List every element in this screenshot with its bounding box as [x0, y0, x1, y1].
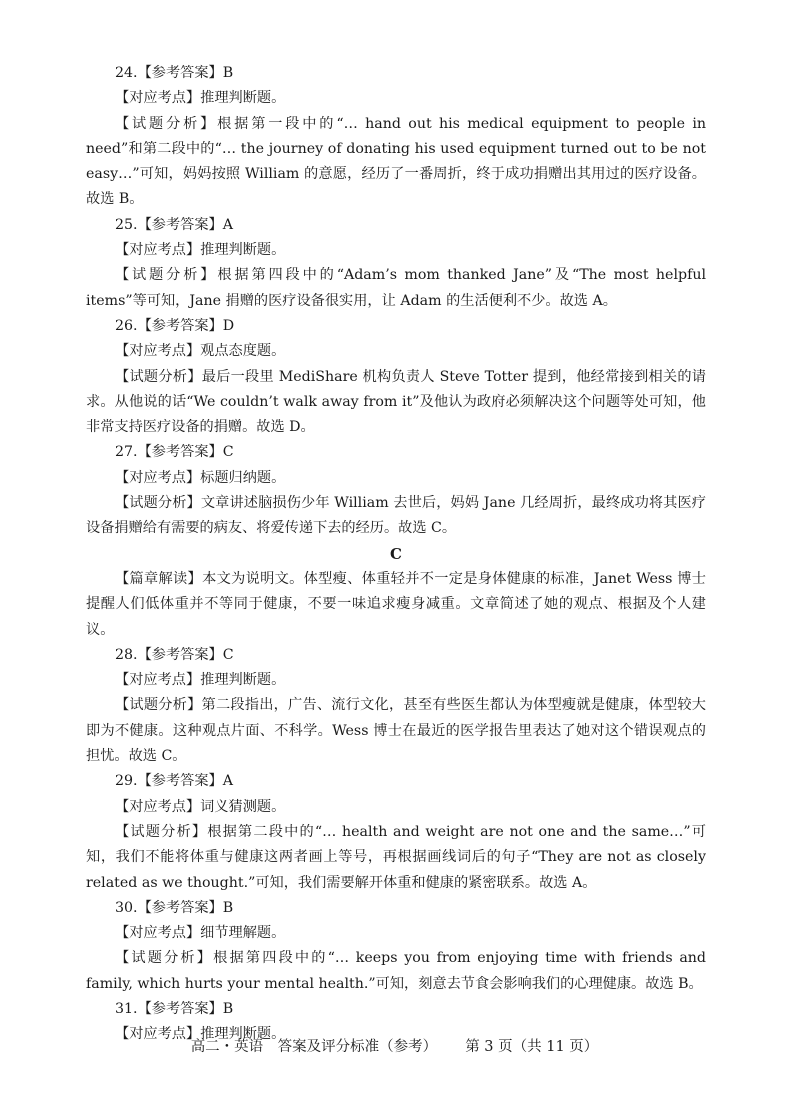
point-26: 【对应考点】观点态度题。 [115, 343, 286, 360]
answer-25: 25.【参考答案】A [115, 216, 233, 233]
analysis-24: 【试题分析】根据第一段中的“… hand out his medical equipment to people in need”和第二段中的“… the journey of donating his used equipment turned out to be not easy…”可知，妈妈按照 William 的意愿，经历了一番周折，终于成功捐赠出其用过的医疗设备。故选 B。 [86, 115, 706, 208]
page-content [86, 61, 706, 1048]
answer-24: 24.【参考答案】B [115, 65, 234, 81]
analysis-29: 【试题分析】根据第二段中的“… health and weight are not one and the same…”可知，我们不能将体重与健康这两者画上等号，再根据画线词后的句子“They are not as closely related as we thought.”可知，我们需要解开体重和健康的紧密联系。故选 A。 [86, 823, 706, 891]
analysis-25: 【试题分析】根据第四段中的“Adam’s mom thanked Jane”及“The most helpful items”等可知，Jane 捐赠的医疗设备很实用，让 Adam 的生活便利不少。故选 A。 [86, 267, 706, 309]
answer-27: 27.【参考答案】C [115, 444, 234, 461]
analysis-28: 【试题分析】第二段指出，广告、流行文化，甚至有些医生都认为体型瘦就是健康，体型较大即为不健康。这种观点片面、不科学。Wess 博士在最近的医学报告里表达了她对这个错误观点的担忧。故选 C。 [86, 697, 706, 765]
analysis-26: 【试题分析】最后一段里 MediShare 机构负责人 Steve Totter 提到，他经常接到相关的请求。从他说的话“We couldn’t walk away from it”及他认为政府必须解决这个问题等处可知，他非常支持医疗设备的捐赠。故选 D。 [86, 368, 706, 436]
answer-26: 26.【参考答案】D [115, 317, 235, 334]
analysis-30: 【试题分析】根据第四段中的“… keeps you from enjoying time with friends and family, which hurts your mental health.”可知，刻意去节食会影响我们的心理健康。故选 B。 [86, 950, 706, 992]
point-24: 【对应考点】推理判断题。 [115, 90, 286, 107]
answer-28: 28.【参考答案】C [115, 646, 234, 663]
answer-30: 30.【参考答案】B [115, 899, 234, 916]
section-c-reading: 【篇章解读】本文为说明文。体型瘦、体重轻并不一定是身体健康的标准，Janet Wess 博士提醒人们低体重并不等同于健康，不要一味追求瘦身减重。文章简述了她的观点、根据及个人建议。 [86, 570, 706, 638]
point-27: 【对应考点】标题归纳题。 [115, 469, 286, 486]
point-25: 【对应考点】推理判断题。 [115, 242, 286, 259]
point-29: 【对应考点】词义猜测题。 [115, 798, 286, 815]
section-c-heading: C [390, 544, 402, 563]
point-31: 【对应考点】推理判断题。 [115, 1026, 286, 1043]
answer-29: 29.【参考答案】A [115, 773, 233, 790]
footer-page-number: 第 3 页（共 11 页） [465, 1039, 599, 1055]
point-30: 【对应考点】细节理解题。 [115, 925, 286, 942]
footer-title: 高二・英语 答案及评分标准（参考） [190, 1039, 438, 1055]
page-footer [0, 1037, 789, 1057]
answer-31: 31.【参考答案】B [115, 1000, 234, 1017]
point-28: 【对应考点】推理判断题。 [115, 672, 286, 689]
analysis-27: 【试题分析】文章讲述脑损伤少年 William 去世后，妈妈 Jane 几经周折，最终成功将其医疗设备捐赠给有需要的病友、将爱传递下去的经历。故选 C。 [86, 495, 706, 537]
